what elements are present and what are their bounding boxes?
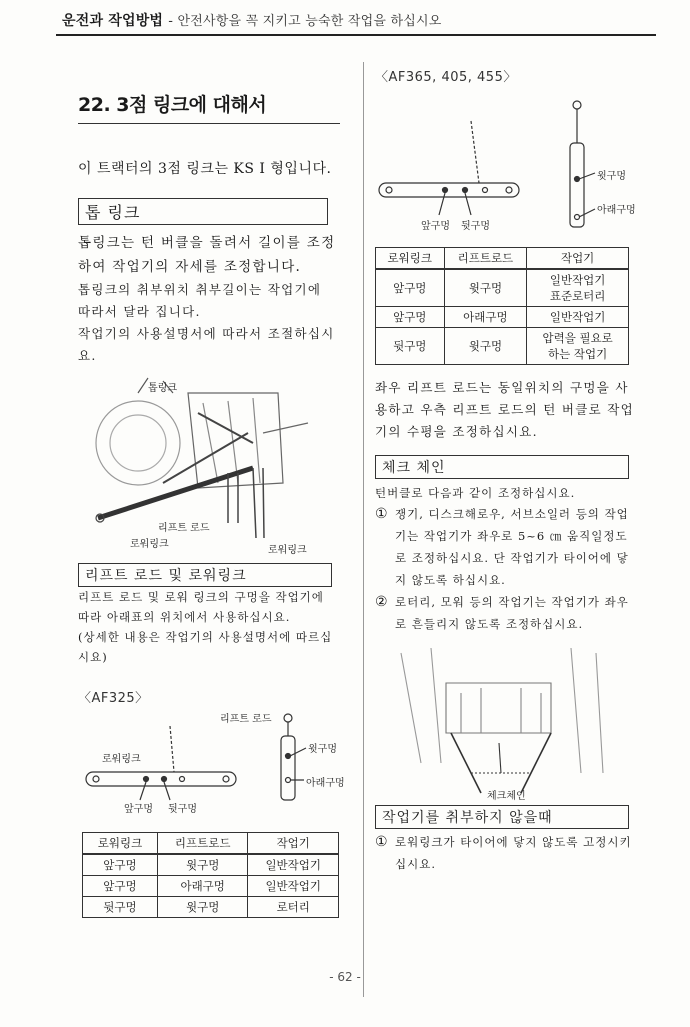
table-row (376, 307, 629, 328)
list-number: ② (375, 594, 389, 610)
table-cell: 앞구멍 (376, 269, 445, 307)
af365-model: 〈AF365, 405, 455〉 (375, 70, 517, 85)
af325-label-rear-hole: 뒷구멍 (168, 804, 197, 815)
table-cell: 앞구멍 (83, 876, 158, 897)
table-row (376, 328, 629, 365)
af325-label-lower-hole: 아래구멍 (306, 778, 345, 789)
not-mounted-heading: 작업기를 취부하지 않을때 (375, 805, 629, 829)
check-chain-para: 턴버클로 다음과 같이 조정하십시요. (375, 486, 576, 500)
table-header-cell: 작업기 (248, 833, 339, 855)
check-chain-illustration (391, 643, 611, 803)
column-divider (363, 62, 364, 997)
page-header (62, 10, 652, 30)
af365-table (375, 247, 629, 365)
af365-diagram (375, 91, 635, 241)
af365-drawing (375, 91, 635, 241)
table-cell: 윗구멍 (444, 269, 527, 307)
table-header-cell: 리프트로드 (444, 248, 527, 270)
table-cell: 압력을 필요로 하는 작업기 (527, 328, 629, 365)
table-cell: 일반작업기 (527, 307, 629, 328)
table-cell: 윗구멍 (157, 897, 248, 918)
table-cell: 일반작업기 (248, 876, 339, 897)
table-cell: 앞구멍 (376, 307, 445, 328)
af365-label-upper-hole: 윗구멍 (597, 171, 626, 182)
table-row (83, 897, 339, 918)
check-chain-item-2 (375, 591, 635, 635)
right-column (375, 66, 635, 875)
af325-model: 〈AF325〉 (78, 691, 149, 706)
liftrod-heading: 리프트 로드 및 로워링크 (78, 563, 332, 587)
list-number: ① (375, 834, 389, 850)
table-header-row (376, 248, 629, 270)
table-cell: 아래구멍 (157, 876, 248, 897)
list-text: 로터리, 모워 등의 작업기는 작업기가 좌우로 흔들리지 않도록 조정하십시요. (395, 595, 629, 631)
top-link-para3: 작업기의 사용설명서에 따라서 조절하십시요. (78, 326, 335, 363)
af325-label-front-hole: 앞구멍 (124, 804, 153, 815)
check-chain-item-1 (375, 503, 635, 591)
table-cell: 앞구멍 (83, 854, 158, 876)
table-row (83, 876, 339, 897)
table-cell: 아래구멍 (444, 307, 527, 328)
af325-table (82, 832, 339, 918)
header-subtitle: - 안전사항을 꼭 지키고 능숙한 작업을 하십시오 (168, 14, 442, 29)
table-cell: 뒷구멍 (83, 897, 158, 918)
label-check-chain: 체크체인 (487, 791, 526, 802)
table-header-cell: 작업기 (527, 248, 629, 270)
section-intro: 이 트랙터의 3점 링크는 KS I 형입니다. (78, 161, 332, 177)
list-text: 쟁기, 디스크해로우, 서브소일러 등의 작업기는 작업기가 좌우로 5~6 ㎝ 움직일정도로 조정하십시요. 단 작업기가 타이어에 닿지 않도록 하십시요. (395, 507, 629, 587)
af325-label-upper-hole: 윗구멍 (308, 744, 337, 755)
label-toplink: 톱링크 (148, 383, 177, 394)
table-cell: 윗구멍 (444, 328, 527, 365)
label-lowerlink-b: 로워링크 (268, 545, 307, 556)
section-title: 22. 3점 링크에 대해서 (78, 94, 267, 116)
table-row (83, 854, 339, 876)
table-header-row (83, 833, 339, 855)
list-number: ① (375, 506, 389, 522)
top-link-para1: 톱링크는 턴 버클을 돌려서 길이를 조정하여 작업기의 자세를 조정합니다. (78, 235, 336, 275)
top-link-para2: 톱링크의 취부위치 취부길이는 작업기에 따라서 달라 집니다. (78, 282, 322, 319)
top-link-heading: 톱 링크 (78, 198, 328, 225)
af365-label-rear-hole: 뒷구멍 (461, 221, 490, 232)
hitch-drawing (78, 373, 318, 563)
not-mounted-item-1 (375, 831, 635, 875)
af365-label-front-hole: 앞구멍 (421, 221, 450, 232)
table-cell: 로터리 (248, 897, 339, 918)
left-column (78, 78, 345, 918)
table-row (376, 269, 629, 307)
page-number: - 62 - (329, 970, 361, 984)
liftrod-note: (상세한 내용은 작업기의 사용설명서에 따르십시요) (78, 630, 333, 664)
af365-note: 좌우 리프트 로드는 동일위치의 구멍을 사용하고 우측 리프트 로드의 턴 버클로 작업기의 수평을 조정하십시요. (375, 380, 635, 439)
label-lowerlink-a: 로워링크 (130, 539, 169, 550)
header-rule (56, 34, 656, 36)
table-header-cell: 로워링크 (376, 248, 445, 270)
af325-label-lowerlink: 로워링크 (102, 754, 141, 765)
section-rule (78, 123, 340, 124)
check-chain-heading: 체크 체인 (375, 455, 629, 479)
table-cell: 뒷구멍 (376, 328, 445, 365)
af365-label-lower-hole: 아래구멍 (597, 205, 636, 216)
table-cell: 일반작업기 표준로터리 (527, 269, 629, 307)
header-title: 운전과 작업방법 (62, 13, 164, 29)
table-cell: 일반작업기 (248, 854, 339, 876)
hitch-illustration (78, 373, 318, 563)
label-liftrod: 리프트 로드 (158, 523, 210, 534)
liftrod-para: 리프트 로드 및 로워 링크의 구멍을 작업기에 따라 아래표의 위치에서 사용하십시요. (78, 590, 324, 624)
list-text: 로워링크가 타이어에 닿지 않도록 고정시키십시요. (395, 835, 632, 871)
check-chain-drawing (391, 643, 611, 803)
af325-diagram (78, 696, 348, 816)
table-header-cell: 로워링크 (83, 833, 158, 855)
table-header-cell: 리프트로드 (157, 833, 248, 855)
af325-label-liftrod: 리프트 로드 (220, 714, 272, 725)
table-cell: 윗구멍 (157, 854, 248, 876)
